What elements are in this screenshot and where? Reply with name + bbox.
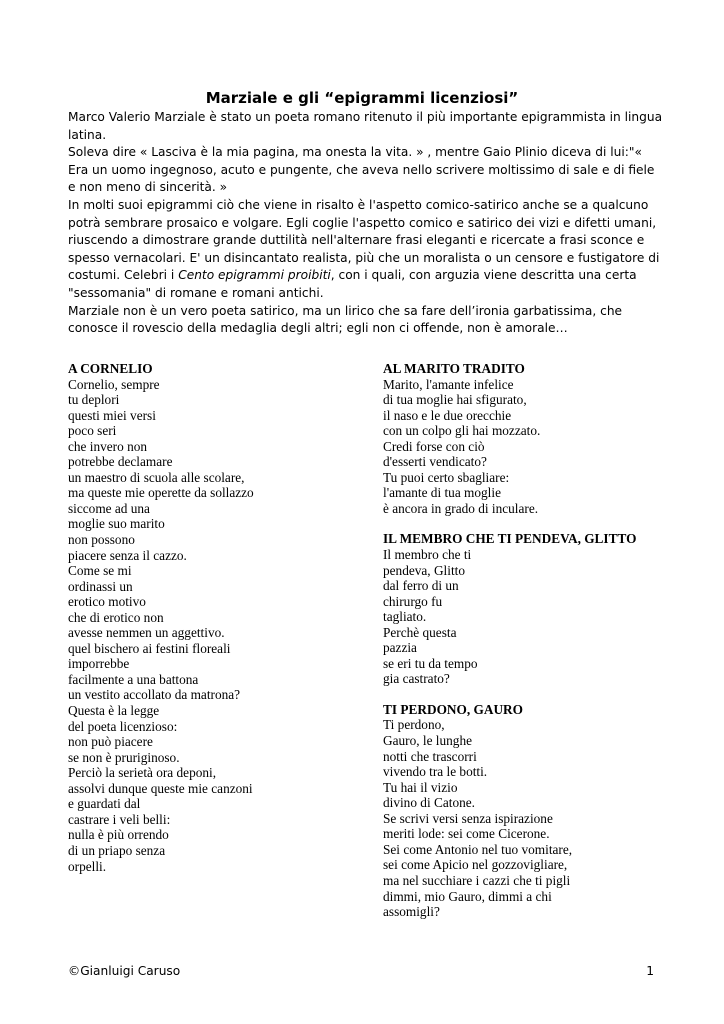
poem-title: TI PERDONO, GAURO [383,701,523,717]
poem [383,361,673,516]
intro-text [68,109,664,338]
poem-title: IL MEMBRO CHE TI PENDEVA, GLITTO [383,531,637,547]
poem-line: di tua moglie hai sfigurato, [383,392,527,408]
poem-line: se eri tu da tempo [383,655,478,671]
poem-line: di un priapo senza [68,842,166,858]
poem-line: moglie suo marito [68,516,165,532]
intro-paragraph: Marziale non è un vero poeta satirico, ma un lirico che sa fare dell’ironia garbatissima, che conosce il rovescio della medaglia degli altri; egli non ci offende, non è amorale… [68,303,623,336]
poem-line: Ti perdono, [383,717,445,733]
poem-line: imporrebbe [68,656,130,672]
poem-line: ma nel succhiare i cazzi che ti pigli [383,872,571,888]
poem-line: avesse nemmen un aggettivo. [68,625,225,641]
poem-line: non possono [68,532,135,548]
page-title: Marziale e gli “epigrammi licenziosi” [205,89,519,107]
poem-title: AL MARITO TRADITO [383,361,525,376]
poem-line: l'amante di tua moglie [383,485,501,501]
poem-line: erotico motivo [68,594,146,610]
poem-line: ordinassi un [68,578,133,594]
poem-line: tu deplori [68,392,120,408]
intro-paragraph: Marco Valerio Marziale è stato un poeta romano ritenuto il più importante epigrammista in lingua latina. [68,110,663,142]
poem-line: Perchè questa [383,624,457,640]
intro-text-run: In molti suoi epigrammi ciò che viene in risalto è l'aspetto comico-satirico anche se a qualcuno potrà sembrare prosaico e volgare. Egli coglie l'aspetto comico e satirico dei vizi e difetti umani, riuscendo a dimostrare grande duttilità nell'alternare frasi eleganti e ricercate a frasi sconce e spesso vernacolari. E' un disincantato realista, più che un moralista o un censore e fustigatore di costumi. Celebri i [68,197,660,283]
poem-line: notti che trascorri [383,748,477,764]
poem-line: Questa è la legge [68,703,160,719]
poem-line: assolvi dunque queste mie canzoni [68,780,253,796]
poem-line: chirurgo fu [383,593,443,609]
poems-column-left [68,361,358,889]
poem-line: d'esserti vendicato? [383,454,487,470]
poem-line: che di erotico non [68,609,164,625]
poem-line: dal ferro di un [383,578,459,594]
poem-line: Come se mi [68,563,132,579]
poems-column-right [383,361,673,935]
poem-line: pazzia [383,640,417,656]
poem-line: dimmi, mio Gauro, dimmi a chi [383,888,552,904]
poem-line: Il membro che ti [383,547,472,563]
poem-line: Tu hai il vizio [383,779,458,795]
poem-line: e guardati dal [68,796,141,812]
poem-line: divino di Catone. [383,795,475,811]
poem-line: Gauro, le lunghe [383,733,472,749]
intro-paragraph: Soleva dire « Lasciva è la mia pagina, ma onesta la vita. » , mentre Gaio Plinio diceva di lui:"« Era un uomo ingegnoso, acuto e pungente, che aveva nello scrivere moltissimo di sale e di fiele e non meno di sincerità. » [68,145,655,195]
poem-line: nulla è più orrendo [68,827,169,843]
poem-line: del poeta licenzioso: [68,718,178,734]
poem-line: meriti lode: sei come Cicerone. [383,826,550,842]
poem-line: vivendo tra le botti. [383,764,488,780]
poem-line: Se scrivi versi senza ispirazione [383,810,553,826]
poem-line: facilmente a una battona [68,671,199,687]
intro-paragraph [68,197,664,303]
poem-line: Sei come Antonio nel tuo vomitare, [383,841,573,857]
poem-line: quel bischero ai festini floreali [68,640,231,656]
intro-italic-title: Cento epigrammi proibiti [178,268,331,283]
poem-line: Tu puoi certo sbagliare: [383,469,510,485]
poem-line: un vestito accollato da matrona? [68,687,241,703]
poem-line: sei come Apicio nel gozzovigliare, [383,857,568,873]
poem-line: ma queste mie operette da sollazzo [68,485,254,501]
poem-line: siccome ad una [68,500,150,516]
poem-line: non può piacere [68,734,153,750]
poem-line: pendeva, Glitto [383,562,465,578]
poem-line: poco seri [68,423,117,439]
poem-line: Perciò la serietà ora deponi, [68,765,217,781]
poem-line: se non è pruriginoso. [68,749,180,765]
poem-line: Cornelio, sempre [68,376,160,392]
poem-line: Marito, l'amante infelice [383,376,514,392]
intro-text-run: , con i quali, con arguzia viene descritta una certa "sessomania" di romane e romani antichi. [68,268,637,300]
poem-title: A CORNELIO [68,361,153,376]
footer-page-number: 1 [646,964,654,978]
poem-line: il naso e le due orecchie [383,407,512,423]
poem-line: è ancora in grado di inculare. [383,500,539,516]
poem [383,702,673,920]
poem [68,361,358,874]
poem-line: assomigli? [383,904,440,920]
poem-line: potrebbe declamare [68,454,173,470]
poem-line: che invero non [68,438,148,454]
footer-author: ©Gianluigi Caruso [68,964,181,978]
poem-line: con un colpo gli hai mozzato. [383,423,541,439]
poem [383,531,673,686]
poem-line: tagliato. [383,609,427,625]
poem-line: un maestro di scuola alle scolare, [68,469,245,485]
poem-line: castrare i veli belli: [68,811,171,827]
poem-line: piacere senza il cazzo. [68,547,187,563]
poem-line: orpelli. [68,858,107,874]
poem-line: gia castrato? [383,671,450,687]
poem-line: questi miei versi [68,407,156,423]
poem-line: Credi forse con ciò [383,438,485,454]
